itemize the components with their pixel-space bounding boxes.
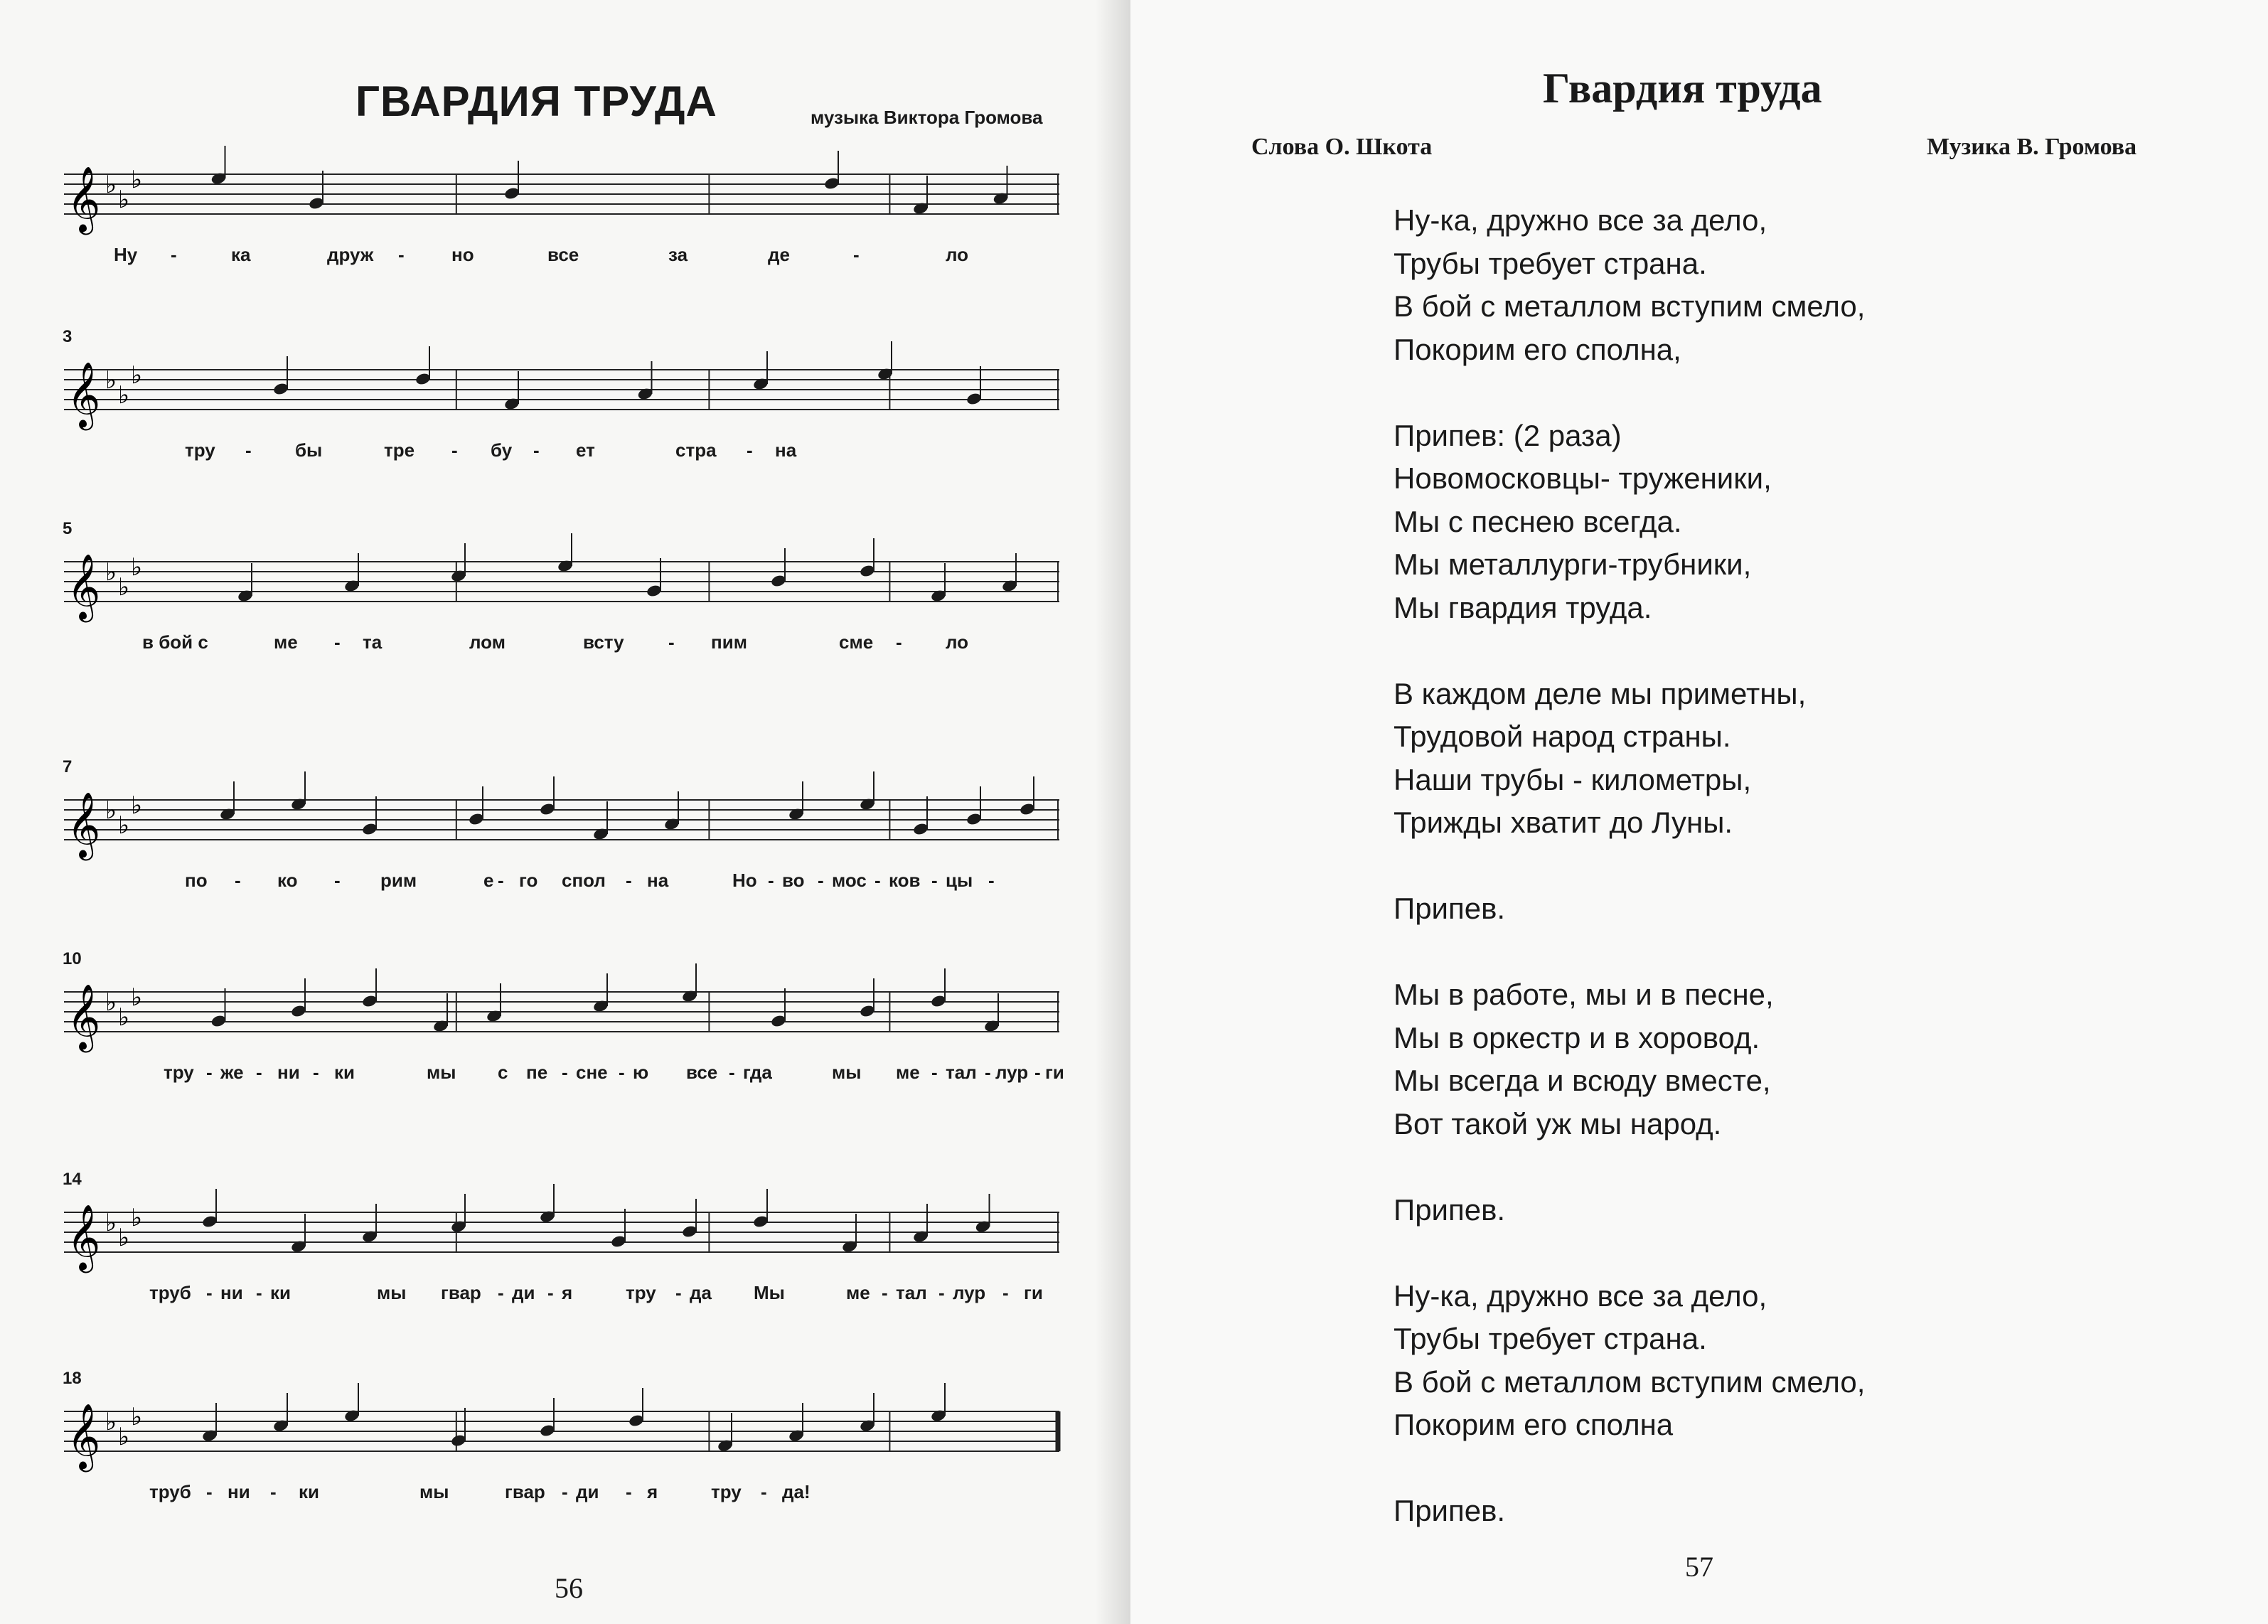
lyric-syllable: ло [946,244,969,265]
lyric-syllable: - [1034,1062,1041,1083]
lyric-syllable: - [270,1481,277,1502]
lyric-syllable: ки [334,1062,355,1083]
lyric-line: Мы с песнею всегда. [1394,504,1682,538]
lyric-syllable: ло [946,631,969,653]
lyric-syllable: бу [491,439,513,461]
left-page [0,0,1130,1624]
lyric-syllable: труб [149,1282,191,1303]
treble-clef-icon: 𝄞 [67,791,101,858]
lyric-syllable: - [931,1062,938,1083]
lyric-syllable: де [768,244,790,265]
lyric-syllable: ков [889,870,921,891]
lyric-syllable: - [675,1282,682,1303]
lyric-line: Ну-ка, дружно все за дело, [1394,1278,1767,1313]
lyric-syllable: тал [896,1282,927,1303]
lyric-line: Мы гвардия труда. [1394,590,1652,624]
lyric-syllable: на [647,870,669,891]
lyric-syllable: - [498,870,504,891]
staff [64,356,1059,427]
lyric-syllable: - [235,870,241,891]
flat-icon: ♭ [105,988,117,1017]
lyric-line [64,1282,1059,1310]
lyric-syllable: же [220,1062,244,1083]
music-system [63,949,1064,1091]
lyric-line: Трубы требует страна. [1394,246,1707,280]
sheet-music-title: ГВАРДИЯ ТРУДА [355,78,717,125]
lyric-syllable: гвар [441,1282,481,1303]
lyric-syllable: Мы [754,1282,785,1303]
bar-number: 10 [63,949,82,968]
lyric-syllable: тру [626,1282,656,1303]
lyric-line: Наши трубы - километры, [1394,762,1752,796]
flat-icon: ♭ [105,171,117,199]
lyric-syllable: - [256,1062,262,1083]
lyric-syllable: тру [711,1481,742,1502]
lyric-syllable: я [647,1481,658,1502]
lyric-syllable: - [882,1282,888,1303]
lyric-syllable: мы [427,1062,456,1083]
lyric-line [64,439,1059,468]
lyric-syllable: ю [633,1062,649,1083]
lyric-syllable: тру [185,439,215,461]
lyric-syllable: - [547,1282,554,1303]
lyric-syllable: - [938,1282,945,1303]
lyric-syllable: - [206,1062,213,1083]
lyric-syllable: е [483,870,494,891]
lyric-syllable: гда [743,1062,772,1083]
treble-clef-icon: 𝄞 [67,361,101,427]
bar-number: 7 [63,757,73,776]
lyric-line: Припев. [1394,1494,1506,1527]
lyric-syllable: - [619,1062,625,1083]
treble-clef-icon: 𝄞 [67,553,101,619]
lyric-line [64,870,1059,898]
lyric-syllable: мы [419,1481,449,1502]
lyric-syllable: - [533,439,540,461]
lyric-syllable: все [547,244,579,265]
lyric-syllable: во [782,870,805,891]
lyric-syllable: - [668,631,675,653]
staff [64,786,1059,857]
music-system [63,327,1059,469]
lyric-syllable: - [761,1481,767,1502]
flat-icon: ♭ [118,1423,130,1451]
lyric-syllable: - [626,1481,632,1502]
bar-number: 5 [63,519,73,538]
lyric-line [64,1062,1064,1090]
treble-clef-icon: 𝄞 [67,1403,101,1469]
lyric-syllable: спол [562,870,606,891]
lyric-syllable: за [668,244,688,265]
show-through-text [242,71,250,107]
lyric-syllable: всту [583,631,624,653]
lyric-syllable: - [931,870,938,891]
lyric-syllable: тре [384,439,415,461]
lyric-line: Трижды хватит до Луны. [1394,806,1733,839]
lyric-syllable: лур [953,1282,986,1303]
flat-icon: ♭ [105,366,117,395]
lyric-syllable: - [626,870,632,891]
lyric-line: Припев. [1394,892,1506,925]
treble-clef-icon: 𝄞 [67,166,101,232]
flat-icon: ♭ [105,1408,117,1436]
treble-clef-icon: 𝄞 [67,1204,101,1270]
flat-icon: ♭ [105,558,117,587]
music-system [63,1170,1059,1312]
music-system [64,160,1059,274]
lyric-line: Мы всегда и всюду вместе, [1394,1064,1771,1097]
lyric-syllable: труб [149,1481,191,1502]
lyric-line: Вот такой уж мы народ. [1394,1106,1722,1140]
lyric-syllable: - [747,439,753,461]
music-composer-credit: Музика В. Громова [1927,134,2137,160]
staff [64,547,1059,619]
staff [64,1397,1059,1468]
lyric-line: Трудовой народ страны. [1394,720,1731,753]
lyric-syllable: - [206,1481,213,1502]
lyric-syllable: ет [576,439,595,461]
lyric-syllable: ки [270,1282,291,1303]
lyric-syllable: - [451,439,458,461]
page-number-right: 57 [1685,1551,1713,1583]
lyric-syllable: - [896,631,902,653]
lyrics-title: Гвардия труда [1543,65,1822,112]
lyric-syllable: ме [846,1282,870,1303]
bar-number: 3 [63,327,73,346]
lyric-line: Мы в оркестр и в хоровод. [1394,1020,1760,1054]
lyric-line: Припев: (2 раза) [1394,418,1622,452]
lyric-syllable: ме [274,631,298,653]
lyric-syllable: сне [576,1062,608,1083]
lyric-line [64,244,1059,272]
lyric-syllable: - [853,244,860,265]
lyric-line [64,1481,1059,1510]
lyric-syllable: го [519,870,538,891]
lyric-syllable: но [451,244,474,265]
right-page [1130,0,2268,1624]
lyric-syllable: - [562,1062,568,1083]
lyric-line [64,631,1059,660]
lyric-syllable: ди [512,1282,535,1303]
lyric-syllable: бы [295,439,323,461]
lyric-syllable: ни [220,1282,243,1303]
flat-icon: ♭ [105,1209,117,1237]
lyric-syllable: по [185,870,208,891]
lyric-line: Ну-ка, дружно все за дело, [1394,203,1767,237]
lyric-syllable: Ну [114,244,138,265]
lyric-syllable: - [874,870,881,891]
composer-credit: музыка Виктора Громова [811,107,1043,128]
lyric-syllable: ги [1045,1062,1064,1083]
lyric-syllable: - [313,1062,319,1083]
flat-icon: ♭ [118,811,130,840]
lyric-syllable: ко [277,870,298,891]
bar-number: 18 [63,1369,82,1388]
lyric-syllable: мы [377,1282,407,1303]
lyric-syllable: - [245,439,252,461]
lyric-syllable: рим [380,870,417,891]
lyric-syllable: тал [946,1062,977,1083]
treble-clef-icon: 𝄞 [67,983,101,1049]
lyric-line: Припев. [1394,1192,1506,1227]
lyric-syllable: ка [231,244,251,265]
lyric-syllable: цы [946,870,973,891]
flat-icon: ♭ [118,573,130,602]
lyric-line: В бой с металлом вступим смело, [1394,1364,1866,1399]
lyric-line: Покорим его сполна, [1394,332,1681,366]
lyric-syllable: - [498,1282,504,1303]
flat-icon: ♭ [131,553,143,582]
lyric-syllable: - [768,870,774,891]
flat-icon: ♭ [131,361,143,390]
lyric-syllable: ки [299,1481,319,1502]
lyric-syllable: - [398,244,405,265]
lyric-syllable: - [334,870,341,891]
lyric-syllable: на [775,439,797,461]
flat-icon: ♭ [131,1403,143,1431]
lyric-syllable: лур [995,1062,1029,1083]
bar-number: 14 [63,1170,82,1189]
lyric-syllable: да [690,1282,712,1303]
lyric-syllable: я [562,1282,573,1303]
lyric-syllable: мы [832,1062,862,1083]
flat-icon: ♭ [118,186,130,214]
lyric-syllable: гвар [505,1481,545,1502]
lyric-syllable: - [334,631,341,653]
lyric-line: Покорим его сполна [1394,1408,1674,1441]
lyric-syllable: все [686,1062,718,1083]
lyric-syllable: та [363,631,383,653]
lyric-syllable: ди [576,1481,599,1502]
lyrics-author-credit: Слова О. Шкота [1251,134,1433,160]
flat-icon: ♭ [131,791,143,820]
lyric-syllable: да! [782,1481,811,1502]
music-system [63,757,1059,899]
flat-icon: ♭ [131,983,143,1012]
lyric-syllable: тру [164,1062,194,1083]
lyric-syllable: пим [711,631,747,653]
lyric-line: Мы металлурги-трубники, [1394,547,1752,581]
lyric-syllable: ни [228,1481,250,1502]
lyric-syllable: - [562,1481,568,1502]
lyric-syllable: лом [469,631,506,653]
lyric-syllable: пе [526,1062,548,1083]
lyric-line: Мы в работе, мы и в песне, [1394,978,1774,1011]
music-system [63,1369,1059,1511]
flat-icon: ♭ [131,166,143,194]
music-system [63,519,1059,661]
lyric-syllable: в бой с [142,631,208,653]
lyric-syllable: ме [896,1062,920,1083]
lyric-syllable: - [988,870,995,891]
lyric-syllable: - [256,1282,262,1303]
lyric-syllable: ни [277,1062,300,1083]
lyric-line: Трубы требует страна. [1394,1322,1707,1355]
lyric-syllable: - [1002,1282,1009,1303]
page-number-left: 56 [555,1572,583,1604]
lyric-syllable: с [498,1062,508,1083]
lyric-syllable: - [729,1062,735,1083]
lyric-line: В бой с металлом вступим смело, [1394,289,1866,323]
lyric-syllable: - [171,244,177,265]
lyric-syllable: сме [839,631,874,653]
flat-icon: ♭ [105,796,117,825]
staff [64,978,1059,1049]
lyric-syllable: - [206,1282,213,1303]
staff [64,1198,1059,1269]
staff [64,160,1059,231]
lyric-syllable: стра [675,439,717,461]
flat-icon: ♭ [118,1224,130,1252]
flat-icon: ♭ [118,1003,130,1032]
lyric-syllable: ги [1024,1282,1043,1303]
lyric-syllable: мос [832,870,867,891]
flat-icon: ♭ [131,1204,143,1232]
lyric-syllable: Но [732,870,757,891]
lyric-line: В каждом деле мы приметны, [1394,676,1807,710]
flat-icon: ♭ [118,381,130,410]
lyric-syllable: - [818,870,824,891]
lyric-syllable: друж [327,244,374,265]
lyric-line: Новомосковцы- труженики, [1394,461,1772,495]
lyric-syllable: - [985,1062,991,1083]
